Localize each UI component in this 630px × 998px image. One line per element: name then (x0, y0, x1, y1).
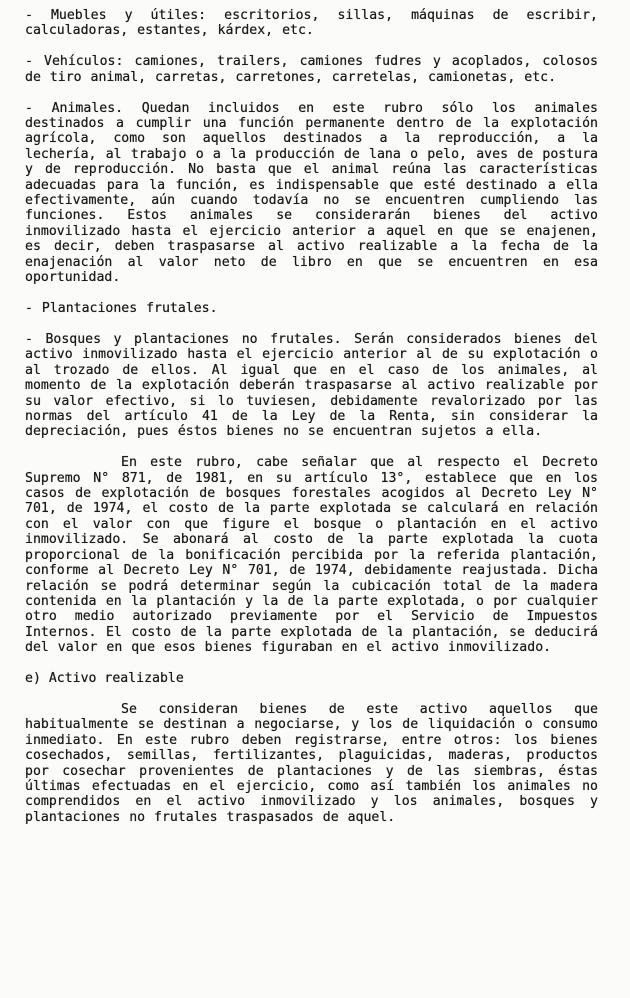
paragraph-muebles: - Muebles y útiles: escritorios, sillas, máquinas de escribir, calculadoras, estantes, kárdex, etc. (25, 8, 598, 39)
section-heading-activo-realizable: e) Activo realizable (25, 671, 184, 687)
paragraph-animales: - Animales. Quedan incluidos en este rubro sólo los animales destinados a cumplir una función permanente dentro de la explotación agrícola, como son aquellos destinados a la reproducción, a la lechería, al trabajo o a la producción de lana o pelo, aves de postura y de reproducción. No basta que el animal reúna las características adecuadas para la función, es indispensable que esté destinado a ella efectivamente, aún cuando todavía no se encuentren cumpliendo las funciones. Estos animales se considerarán bienes del activo inmovilizado hasta el ejercicio anterior a aquel en que se enajenen, es decir, deben traspasarse al activo realizable a la fecha de la enajenación al valor neto de libro en que se encuentren en esa oportunidad. (25, 100, 598, 286)
paragraph-decreto: En este rubro, cabe señalar que al respecto el Decreto Supremo N° 871, de 1981, en su artículo 13°, establece que en los casos de explotación de bosques forestales acogidos al Decreto Ley N° 701, de 1974, el costo de la parte explotada se calculará en relación con el valor con que figure el bosque o plantación en el activo inmovilizado. Se abonará al costo de la parte explotada la cuota proporcional de la bonificación percibida por la referida plantación, conforme al Decreto Ley N° 701, de 1974, debidamente reajustada. Dicha relación se podrá determinar según la cubicación total de la madera contenida en la plantación y la de la parte explotada, o por cualquier otro medio autorizado previamente por el Servicio de Impuestos Internos. El costo de la parte explotada de la plantación, se deducirá del valor en que esos bienes figuraban en el activo inmovilizado. (25, 455, 598, 656)
paragraph-activo-realizable: Se consideran bienes de este activo aquellos que habitualmente se destinan a negociarse, y los de liquidación o consumo inmediato. En este rubro deben registrarse, entre otros: los bienes cosechados, semillas, fertilizantes, plaguicidas, maderas, productos por cosechar provenientes de plantaciones y de las siembras, éstas últimas efectuadas en el ejercicio, como así también los animales no comprendidos en el activo inmovilizado y los animales, bosques y plantaciones no frutales traspasados de aquel. (25, 701, 598, 825)
paragraph-bosques: - Bosques y plantaciones no frutales. Serán considerados bienes del activo inmovilizado hasta el ejercicio anterior al de su explotación o al trozado de ellos. Al igual que en el caso de los animales, al momento de la explotación deberán traspasarse al activo realizable por su valor efectivo, si lo tuviesen, debidamente revalorizado por las normas del artículo 41 de la Ley de la Renta, sin considerar la depreciación, pues éstos bienes no se encuentran sujetos a ella. (25, 331, 598, 440)
paragraph-vehiculos: - Vehículos: camiones, trailers, camiones fudres y acoplados, colosos de tiro animal, carretas, carretones, carretelas, camionetas, etc. (25, 54, 598, 85)
paragraph-plantaciones-frutales: - Plantaciones frutales. (25, 301, 218, 316)
